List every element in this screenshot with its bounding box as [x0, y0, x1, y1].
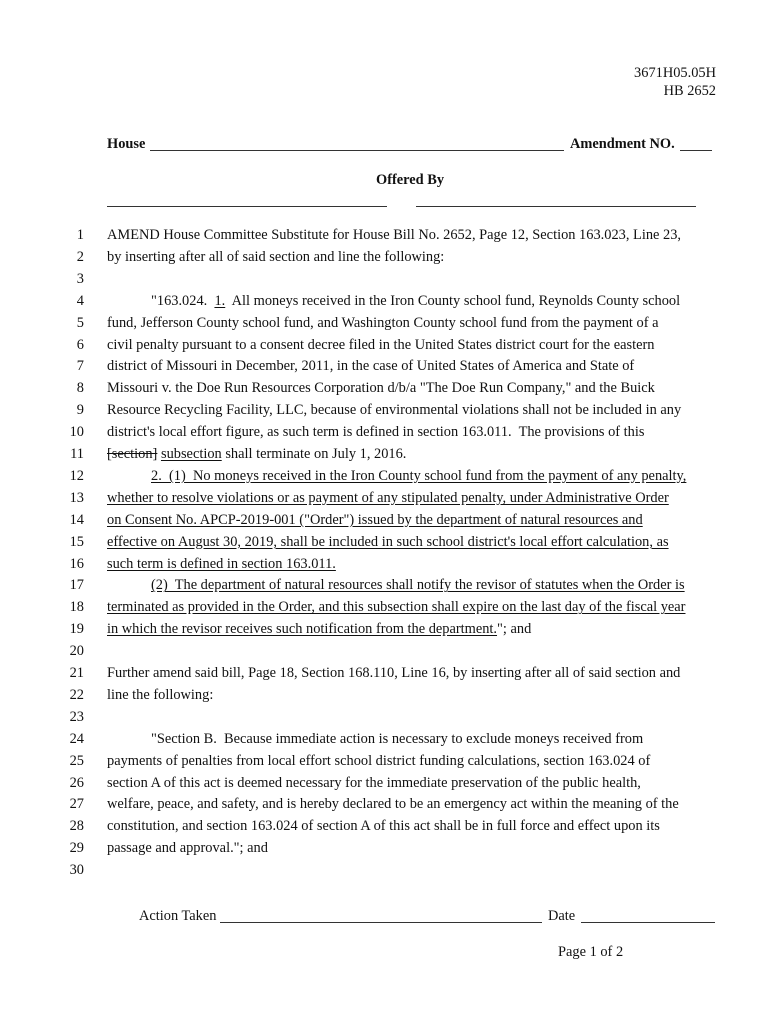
inserted-text: in which the revisor receives such notification from the department. [107, 621, 498, 638]
inserted-text: effective on August 30, 2019, shall be included in such school district's local effort calculation, as [107, 533, 669, 550]
line-number: 26 [69, 774, 84, 791]
inserted-text: 1. [214, 292, 226, 309]
date-line [581, 922, 715, 923]
line-text: Missouri v. the Doe Run Resources Corporation d/b/a "The Doe Run Company," and the Buick [107, 380, 655, 397]
text-line [107, 531, 669, 553]
inserted-text: (2) The department of natural resources shall notify the revisor of statutes when the Order is [151, 577, 685, 594]
line-text: by inserting after all of said section and line the following: [107, 248, 445, 265]
line-text: fund, Jefferson County school fund, and Washington County school fund from the payment of a [107, 314, 659, 331]
line-text: passage and approval."; and [107, 840, 268, 857]
line-number: 19 [69, 621, 84, 638]
line-text: "163.024. [151, 292, 215, 309]
amendment-number-label: Amendment NO. [570, 136, 675, 152]
text-line [107, 750, 650, 772]
bill-code: HB 2652 [663, 83, 716, 99]
text-line [107, 596, 685, 618]
text-line [107, 487, 669, 509]
line-number: 4 [76, 292, 84, 309]
line-number: 16 [69, 555, 84, 572]
inserted-text: 2. (1) No moneys received in the Iron County school fund from the payment of any penalty, [151, 467, 687, 484]
line-number: 24 [69, 730, 84, 747]
line-number: 5 [76, 314, 84, 331]
text-line [107, 246, 444, 268]
line-number: 12 [69, 467, 84, 484]
line-text: civil penalty pursuant to a consent decree filed in the United States district court for the eastern [107, 336, 655, 353]
line-number: 28 [69, 818, 84, 835]
action-taken-line [220, 922, 542, 923]
line-number: 18 [69, 599, 84, 616]
text-line [107, 574, 685, 596]
action-taken-label: Action Taken [139, 908, 217, 924]
line-number: 22 [69, 686, 84, 703]
line-number: 30 [69, 862, 84, 879]
document-code: 3671H05.05H [634, 65, 716, 81]
text-line [107, 793, 679, 815]
text-line [107, 443, 406, 465]
text-line [107, 728, 643, 750]
line-text: payments of penalties from local effort school district funding calculations, section 163.024 of [107, 752, 651, 769]
line-number: 25 [69, 752, 84, 769]
line-number: 11 [70, 446, 84, 462]
line-number: 7 [76, 358, 84, 375]
offered-by-label: Offered By [376, 172, 445, 188]
deleted-text: [section] [107, 446, 158, 462]
text-line [107, 772, 641, 794]
line-number: 8 [76, 380, 84, 397]
inserted-text: whether to resolve violations or as payment of any stipulated penalty, under Administrative Order [107, 489, 669, 506]
line-number: 3 [76, 270, 84, 287]
line-number: 17 [69, 577, 84, 594]
offered-by-line-left [107, 206, 387, 207]
offered-by-line-right [416, 206, 696, 207]
amendment-number-blank [680, 150, 712, 151]
line-number: 10 [69, 424, 84, 441]
line-text: constitution, and section 163.024 of section A of this act shall be in full force and effect upon its [107, 818, 660, 835]
text-line [107, 618, 531, 640]
text-line [107, 377, 655, 399]
line-text: Further amend said bill, Page 18, Section 168.110, Line 16, by inserting after all of said section and [107, 665, 681, 681]
inserted-text: on Consent No. APCP-2019-001 ("Order") issued by the department of natural resources and [107, 511, 643, 528]
text-line [107, 224, 681, 246]
line-text: shall terminate on July 1, 2016. [221, 446, 407, 462]
house-blank-line [150, 150, 564, 151]
line-text: section A of this act is deemed necessary for the immediate preservation of the public health, [107, 774, 641, 791]
text-line [107, 815, 660, 837]
text-line [107, 837, 268, 859]
text-line [107, 421, 644, 443]
text-line [107, 465, 686, 487]
line-text: AMEND House Committee Substitute for House Bill No. 2652, Page 12, Section 163.023, Line 23, [107, 227, 681, 243]
text-line [107, 290, 680, 312]
line-number: 27 [69, 796, 84, 813]
inserted-text: subsection [160, 446, 222, 462]
line-text: Resource Recycling Facility, LLC, because of environmental violations shall not be included in any [107, 402, 682, 419]
line-number: 29 [69, 840, 84, 857]
line-text: district of Missouri in December, 2011, in the case of United States of America and State of [107, 358, 635, 375]
line-number: 14 [69, 511, 84, 528]
line-text: welfare, peace, and safety, and is hereby declared to be an emergency act within the meaning of the [107, 796, 679, 813]
line-number: 9 [76, 402, 84, 419]
text-line [107, 509, 643, 531]
line-number: 20 [69, 643, 84, 660]
text-line [107, 684, 213, 706]
line-number: 6 [76, 336, 84, 353]
line-number: 23 [69, 708, 84, 725]
text-line [107, 355, 634, 377]
inserted-text: such term is defined in section 163.011. [107, 555, 336, 572]
line-number: 13 [69, 489, 84, 506]
line-text: "; and [497, 621, 532, 638]
text-line [107, 553, 336, 575]
line-number: 15 [69, 533, 84, 550]
line-text: All moneys received in the Iron County school fund, Reynolds County school [225, 292, 681, 309]
page-number: Page 1 of 2 [558, 944, 624, 960]
inserted-text: terminated as provided in the Order, and this subsection shall expire on the last day of the fiscal year [107, 599, 686, 616]
line-number: 1 [76, 227, 84, 243]
text-line [107, 399, 681, 421]
house-label: House [107, 136, 146, 152]
line-text: "Section B. Because immediate action is necessary to exclude moneys received from [151, 730, 644, 747]
line-text: district's local effort figure, as such term is defined in section 163.011. The provisions of this [107, 424, 645, 441]
date-label: Date [548, 908, 576, 924]
line-number: 2 [76, 248, 84, 265]
line-number: 21 [69, 665, 84, 681]
line-text: line the following: [107, 686, 214, 703]
text-line [107, 312, 658, 334]
text-line [107, 334, 654, 356]
text-line [107, 662, 680, 684]
